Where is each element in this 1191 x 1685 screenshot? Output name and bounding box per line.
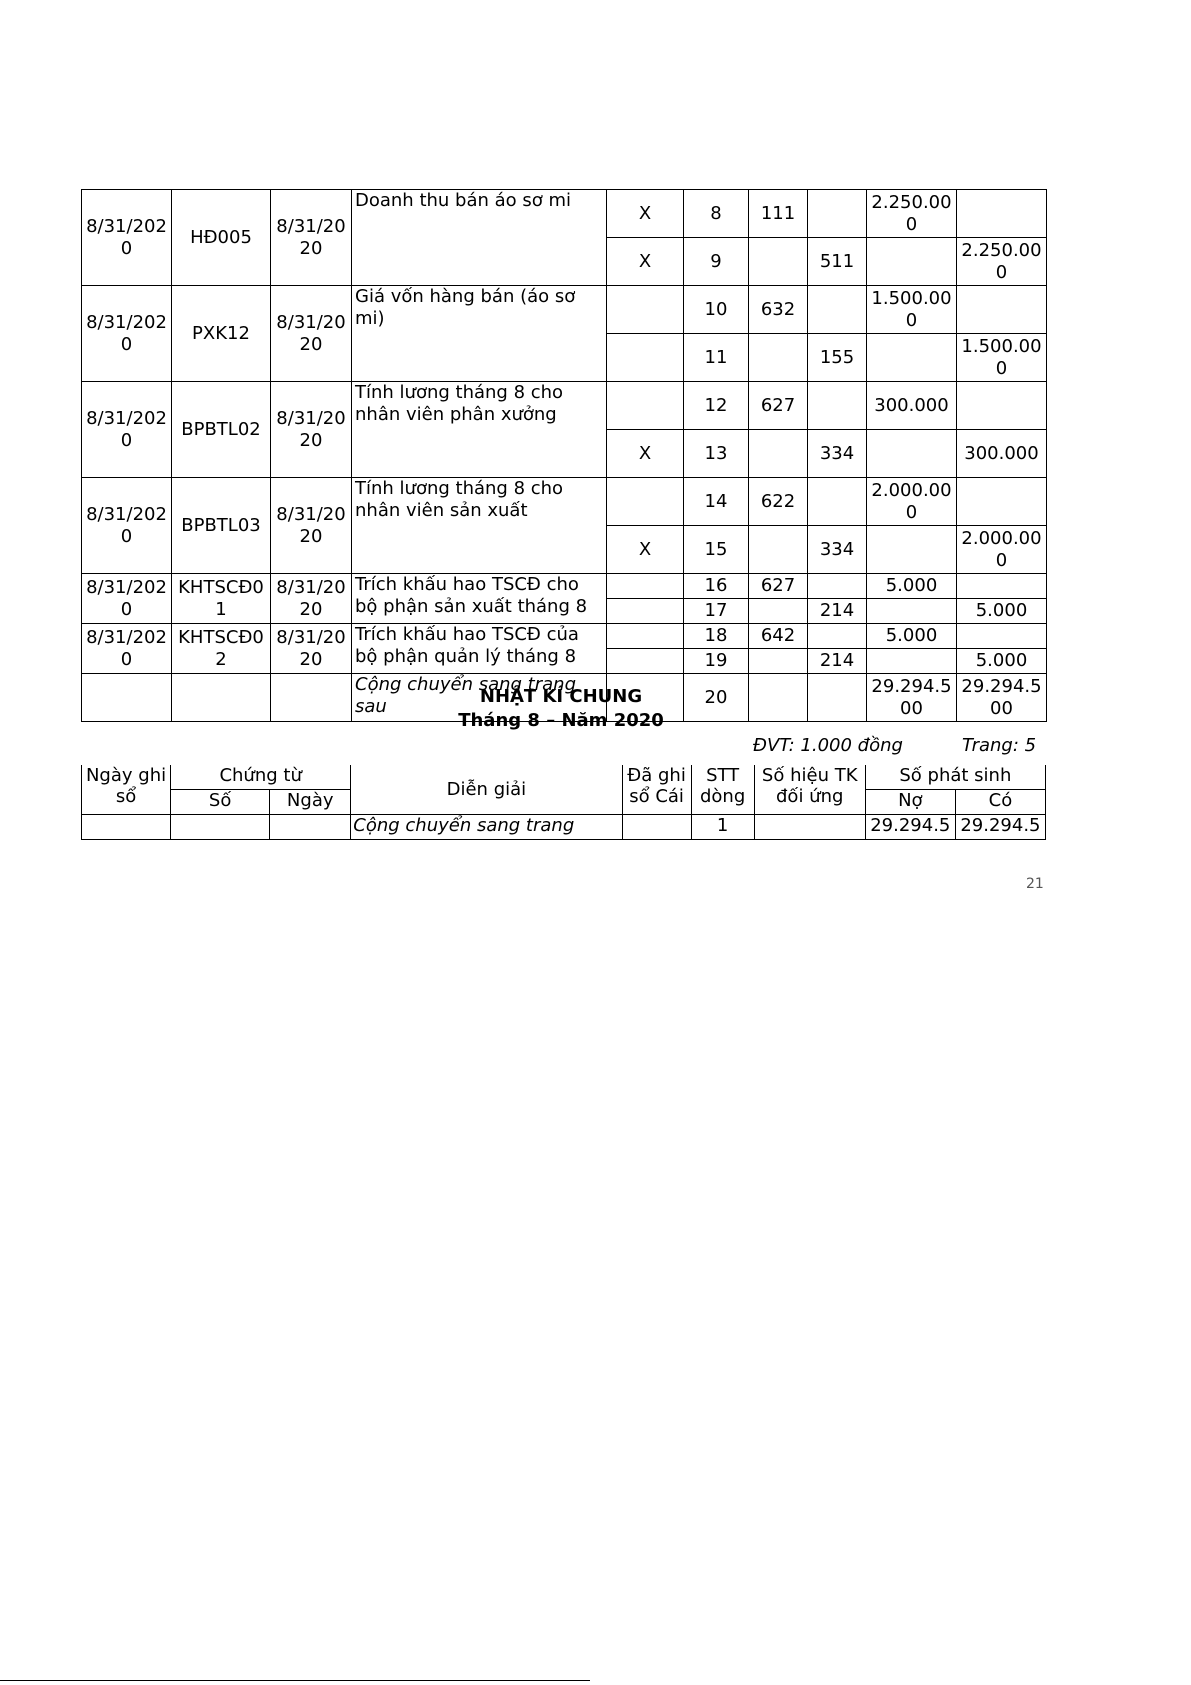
entry-credit-amount: 2.250.000 bbox=[957, 238, 1047, 286]
entry-voucher-date: 8/31/2020 bbox=[271, 190, 352, 286]
entry-debit-amount: 300.000 bbox=[867, 382, 957, 430]
unit-label: ĐVT: 1.000 đồng bbox=[753, 735, 903, 756]
bf-voucher-date bbox=[270, 815, 351, 840]
entry-credit-amount: 5.000 bbox=[957, 599, 1047, 624]
entry-credit-amount bbox=[957, 286, 1047, 334]
entry-voucher-date: 8/31/2020 bbox=[271, 478, 352, 574]
entry-date: 8/31/2020 bbox=[82, 286, 172, 382]
entry-voucher-no: PXK12 bbox=[172, 286, 271, 382]
entry-debit-account: 111 bbox=[749, 190, 808, 238]
entry-ledger-mark: X bbox=[607, 526, 684, 574]
table-row bbox=[82, 286, 1047, 334]
entry-debit-amount bbox=[867, 526, 957, 574]
entry-description: Tính lương tháng 8 cho nhân viên sản xuất bbox=[352, 478, 607, 574]
header-voucher-date: Ngày bbox=[270, 790, 351, 815]
entry-description: Tính lương tháng 8 cho nhân viên phân xưởng bbox=[352, 382, 607, 478]
table-row bbox=[82, 574, 1047, 599]
header-line-no: STT dòng bbox=[691, 765, 754, 815]
entry-credit-account: 334 bbox=[808, 430, 867, 478]
entry-ledger-mark bbox=[607, 599, 684, 624]
entry-description: Doanh thu bán áo sơ mi bbox=[352, 190, 607, 286]
header-description: Diễn giải bbox=[351, 765, 622, 815]
entry-ledger-mark bbox=[607, 334, 684, 382]
entry-date: 8/31/2020 bbox=[82, 478, 172, 574]
entry-debit-amount bbox=[867, 599, 957, 624]
entry-credit-amount bbox=[957, 624, 1047, 649]
entry-credit-account bbox=[808, 190, 867, 238]
entry-credit-account: 155 bbox=[808, 334, 867, 382]
entry-voucher-date: 8/31/2020 bbox=[271, 382, 352, 478]
entry-voucher-no: BPBTL03 bbox=[172, 478, 271, 574]
entry-debit-amount bbox=[867, 334, 957, 382]
entry-debit-amount: 5.000 bbox=[867, 624, 957, 649]
header-voucher-no: Số bbox=[171, 790, 270, 815]
entry-credit-amount bbox=[957, 574, 1047, 599]
entry-ledger-mark bbox=[607, 574, 684, 599]
entry-debit-amount: 5.000 bbox=[867, 574, 957, 599]
entry-credit-account bbox=[808, 624, 867, 649]
entry-line-no: 10 bbox=[684, 286, 749, 334]
entry-credit-account: 214 bbox=[808, 599, 867, 624]
bf-debit: 29.294.5 bbox=[865, 815, 955, 840]
entry-ledger-mark: X bbox=[607, 238, 684, 286]
entry-credit-account bbox=[808, 286, 867, 334]
entry-ledger-mark bbox=[607, 286, 684, 334]
table-row bbox=[82, 190, 1047, 238]
entry-line-no: 16 bbox=[684, 574, 749, 599]
entry-debit-account bbox=[749, 649, 808, 674]
entry-credit-account bbox=[808, 478, 867, 526]
entry-line-no: 18 bbox=[684, 624, 749, 649]
entry-debit-account: 632 bbox=[749, 286, 808, 334]
table-row bbox=[82, 478, 1047, 526]
entry-debit-amount: 1.500.000 bbox=[867, 286, 957, 334]
header-account: Số hiệu TK đối ứng bbox=[754, 765, 865, 815]
entry-description: Trích khấu hao TSCĐ cho bộ phận sản xuất tháng 8 bbox=[352, 574, 607, 624]
entry-debit-account bbox=[749, 526, 808, 574]
entry-ledger-mark bbox=[607, 624, 684, 649]
entry-credit-amount bbox=[957, 382, 1047, 430]
entry-line-no: 11 bbox=[684, 334, 749, 382]
entry-voucher-date: 8/31/2020 bbox=[271, 574, 352, 624]
cf-description: Cộng chuyển sang trang sau bbox=[352, 674, 607, 722]
entry-date: 8/31/2020 bbox=[82, 382, 172, 478]
journal-continuation-table bbox=[81, 189, 1047, 722]
table-row bbox=[82, 624, 1047, 649]
entry-ledger-mark: X bbox=[607, 190, 684, 238]
entry-debit-amount: 2.250.000 bbox=[867, 190, 957, 238]
journal-header-table bbox=[81, 765, 1046, 840]
cf-debit-amount: 29.294.500 bbox=[867, 674, 957, 722]
page-number: 21 bbox=[1026, 876, 1044, 892]
entry-line-no: 19 bbox=[684, 649, 749, 674]
entry-credit-account: 511 bbox=[808, 238, 867, 286]
entry-voucher-no: KHTSCĐ02 bbox=[172, 624, 271, 674]
entry-debit-account: 622 bbox=[749, 478, 808, 526]
entry-credit-account: 334 bbox=[808, 526, 867, 574]
entry-line-no: 15 bbox=[684, 526, 749, 574]
entry-credit-amount: 5.000 bbox=[957, 649, 1047, 674]
entry-ledger-mark bbox=[607, 382, 684, 430]
entry-debit-account bbox=[749, 238, 808, 286]
entry-debit-amount bbox=[867, 430, 957, 478]
entry-date: 8/31/2020 bbox=[82, 624, 172, 674]
entry-date: 8/31/2020 bbox=[82, 574, 172, 624]
entry-debit-account: 642 bbox=[749, 624, 808, 649]
header-debit: Nợ bbox=[865, 790, 955, 815]
bf-ledger bbox=[622, 815, 691, 840]
header-credit: Có bbox=[955, 790, 1045, 815]
entry-credit-amount bbox=[957, 478, 1047, 526]
entry-voucher-no: BPBTL02 bbox=[172, 382, 271, 478]
entry-credit-account bbox=[808, 382, 867, 430]
entry-debit-account bbox=[749, 334, 808, 382]
entry-debit-account: 627 bbox=[749, 382, 808, 430]
table-row bbox=[82, 382, 1047, 430]
entry-line-no: 9 bbox=[684, 238, 749, 286]
footer-rule bbox=[0, 1680, 590, 1681]
entry-debit-account bbox=[749, 599, 808, 624]
entry-debit-amount: 2.000.000 bbox=[867, 478, 957, 526]
entry-debit-account: 627 bbox=[749, 574, 808, 599]
entry-line-no: 12 bbox=[684, 382, 749, 430]
entry-credit-amount: 2.000.000 bbox=[957, 526, 1047, 574]
entry-line-no: 14 bbox=[684, 478, 749, 526]
journal-subtitle: Tháng 8 – Năm 2020 bbox=[458, 710, 664, 731]
header-date: Ngày ghi sổ bbox=[82, 765, 171, 815]
cf-credit-amount: 29.294.500 bbox=[957, 674, 1047, 722]
entry-ledger-mark: X bbox=[607, 430, 684, 478]
header-voucher: Chứng từ bbox=[171, 765, 351, 790]
header-amount: Số phát sinh bbox=[865, 765, 1045, 790]
entry-description: Giá vốn hàng bán (áo sơ mi) bbox=[352, 286, 607, 382]
entry-line-no: 8 bbox=[684, 190, 749, 238]
entry-credit-amount: 1.500.000 bbox=[957, 334, 1047, 382]
entry-voucher-no: HĐ005 bbox=[172, 190, 271, 286]
entry-voucher-date: 8/31/2020 bbox=[271, 624, 352, 674]
bf-description: Cộng chuyển sang trang bbox=[351, 815, 622, 840]
page-label: Trang: 5 bbox=[962, 735, 1037, 756]
entry-credit-amount: 300.000 bbox=[957, 430, 1047, 478]
entry-ledger-mark bbox=[607, 649, 684, 674]
bf-credit: 29.294.5 bbox=[955, 815, 1045, 840]
entry-debit-amount bbox=[867, 649, 957, 674]
bf-line: 1 bbox=[691, 815, 754, 840]
header-ledger-posted: Đã ghi sổ Cái bbox=[622, 765, 691, 815]
entry-voucher-no: KHTSCĐ01 bbox=[172, 574, 271, 624]
entry-date: 8/31/2020 bbox=[82, 190, 172, 286]
entry-ledger-mark bbox=[607, 478, 684, 526]
entry-credit-amount bbox=[957, 190, 1047, 238]
journal-title: NHẬT KÍ CHUNG bbox=[479, 686, 643, 707]
entry-description: Trích khấu hao TSCĐ của bộ phận quản lý tháng 8 bbox=[352, 624, 607, 674]
entry-line-no: 13 bbox=[684, 430, 749, 478]
entry-credit-account: 214 bbox=[808, 649, 867, 674]
entry-debit-amount bbox=[867, 238, 957, 286]
bf-date bbox=[82, 815, 171, 840]
entry-credit-account bbox=[808, 574, 867, 599]
entry-line-no: 17 bbox=[684, 599, 749, 624]
entry-debit-account bbox=[749, 430, 808, 478]
cf-line-no: 20 bbox=[684, 674, 749, 722]
bf-account bbox=[754, 815, 865, 840]
bf-voucher-no bbox=[171, 815, 270, 840]
entry-voucher-date: 8/31/2020 bbox=[271, 286, 352, 382]
